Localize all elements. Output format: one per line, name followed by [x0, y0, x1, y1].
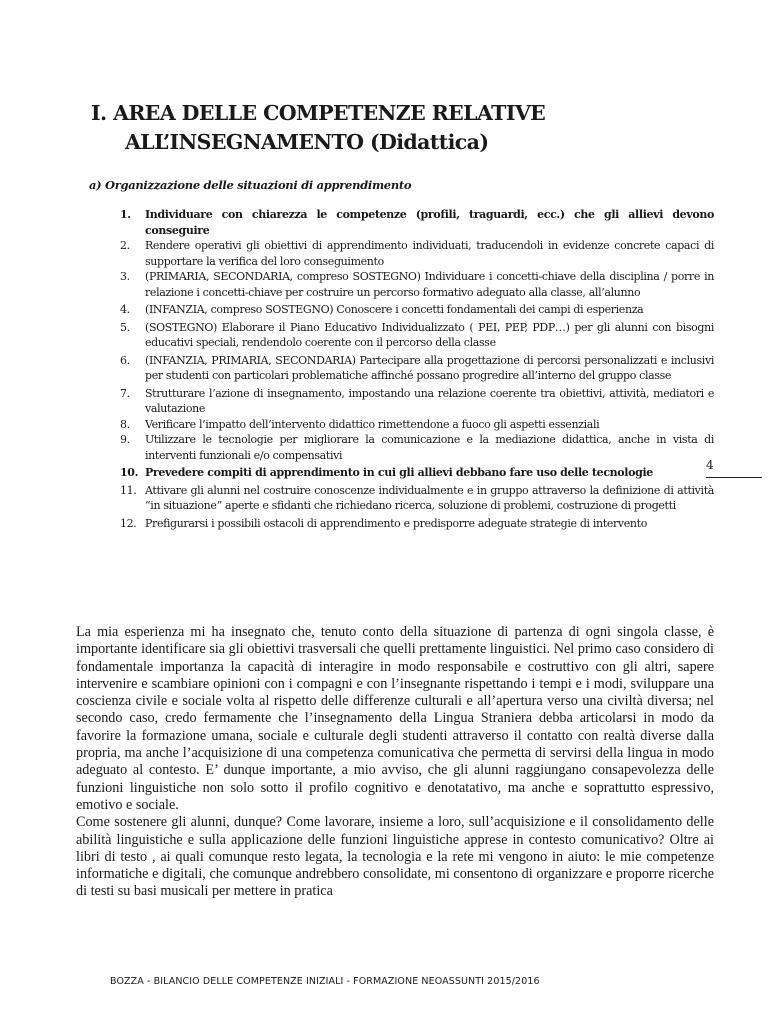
list-item-text: Prefigurarsi i possibili ostacoli di apprendimento e predisporre adeguate strategie di intervento [145, 516, 647, 530]
list-item [100, 465, 714, 481]
list-item [100, 353, 714, 384]
list-item [100, 269, 714, 300]
list-item-text: (PRIMARIA, SECONDARIA, compreso SOSTEGNO) Individuare i concetti-chiave della disciplina / porre in relazione i concetti-chiave per costruire un percorso formativo adeguato alla classe, all’alunno [145, 270, 714, 299]
list-item-text: Attivare gli alunni nel costruire conoscenze individualmente e in gruppo attraverso la definizione di attività “in situazione” aperte e sfidanti che richiedano ricerca, soluzione di problemi, costruzione di progetti [145, 483, 714, 512]
list-item-number: 1. [120, 208, 131, 221]
section-title-line-1: I. AREA DELLE COMPETENZE RELATIVE [91, 101, 546, 125]
page-number: 4 [706, 458, 714, 472]
list-item-number: 11. [120, 483, 137, 497]
list-item-number: 2. [120, 239, 130, 252]
list-item [100, 302, 714, 318]
body-text [76, 624, 714, 901]
list-item [100, 417, 714, 433]
list-item-number: 8. [120, 417, 130, 431]
list-item-number: 3. [120, 270, 130, 283]
list-item-number: 7. [120, 386, 130, 400]
paragraph: La mia esperienza mi ha insegnato che, tenuto conto della situazione di partenza di ogni singola classe, è importante identificare sia gli obiettivi trasversali che quelli prettamente linguistici. Nel primo caso considero di fondamentale importanza la capacità di interagire in modo responsabile e costruttivo con gli altri, sapere intervenire e scambiare opinioni con i compagni e con l’insegnante rispettando i tempi e i modi, sviluppare una coscienza civile e sociale volta al rispetto delle differenze culturali e all’apertura verso una civiltà diversa; nel secondo caso, credo fermamente che l’insegnamento della Lingua Straniera debba articolarsi in modo da favorire la formazione umana, sociale e culturale degli studenti attraverso il contatto con realtà diverse dalla propria, ma anche l’acquisizione di una competenza comunicativa che permetta di servirsi della lingua in modo adeguato al contesto. E’ dunque importante, a mio avviso, che gli alunni raggiungano consapevolezza delle funzioni linguistiche non solo sotto il profilo cognitivo e denotatativo, ma anche e soprattutto espressivo, emotivo e sociale. [76, 624, 714, 813]
page-footer: BOZZA - BILANCIO DELLE COMPETENZE INIZIALI - FORMAZIONE NEOASSUNTI 2015/2016 [110, 976, 540, 987]
list-item-number: 6. [120, 353, 130, 367]
list-item-number: 5. [120, 320, 130, 334]
list-item-number: 9. [120, 433, 130, 446]
list-item [100, 516, 714, 532]
page-number-rule [706, 477, 762, 478]
list-item-text: Prevedere compiti di apprendimento in cui gli allievi debbano fare uso delle tecnologie [145, 466, 653, 479]
list-item-text: Rendere operativi gli obiettivi di apprendimento individuati, traducendoli in evidenze concrete capaci di supportare la verifica del loro conseguimento [145, 239, 714, 268]
list-item [100, 432, 714, 463]
list-item-text: Utilizzare le tecnologie per migliorare la comunicazione e la mediazione didattica, anche in vista di interventi funzionali e/o compensativi [145, 433, 714, 462]
list-item [100, 207, 714, 238]
subsection-heading: a) Organizzazione delle situazioni di apprendimento [89, 178, 412, 192]
paragraph: Come sostenere gli alunni, dunque? Come lavorare, insieme a loro, sull’acquisizione e il consolidamento delle abilità linguistiche e sulla applicazione delle funzioni linguistiche apprese in contesto comunicativo? Oltre ai libri di testo , ai quali comunque resto legata, la tecnologia e la rete mi vengono in aiuto: le mie competenze informatiche e digitali, che comunque andrebbero consolidate, mi consentono di organizzare e proporre ricerche di testi su basi musicali per mettere in pratica [76, 814, 714, 900]
list-item-text: (INFANZIA, compreso SOSTEGNO) Conoscere i concetti fondamentali dei campi di esperienza [145, 303, 644, 316]
list-item [100, 238, 714, 269]
list-item [100, 483, 714, 514]
list-item-text: Strutturare l’azione di insegnamento, impostando una relazione coerente tra obiettivi, attività, mediatori e valutazione [145, 386, 714, 415]
list-item-text: (INFANZIA, PRIMARIA, SECONDARIA) Partecipare alla progettazione di percorsi personalizzati e inclusivi per studenti con particolari problematiche affinché possano progredire all’interno del gruppo classe [145, 353, 714, 382]
list-item-text: Verificare l’impatto dell’intervento didattico rimettendone a fuoco gli aspetti essenziali [145, 417, 600, 431]
list-item-text: (SOSTEGNO) Elaborare il Piano Educativo Individualizzato ( PEI, PEP, PDP…) per gli alunni con bisogni educativi speciali, rendendolo coerente con il percorso della classe [145, 320, 714, 349]
list-item-number: 10. [120, 466, 139, 479]
section-title-line-2: ALL’INSEGNAMENTO (Didattica) [125, 130, 489, 154]
list-item-number: 4. [120, 303, 130, 316]
list-item [100, 386, 714, 417]
competence-list [100, 207, 714, 531]
list-item [100, 320, 714, 351]
list-item-number: 12. [120, 516, 137, 530]
list-item-text: Individuare con chiarezza le competenze (profili, traguardi, ecc.) che gli allievi devono conseguire [145, 208, 714, 237]
